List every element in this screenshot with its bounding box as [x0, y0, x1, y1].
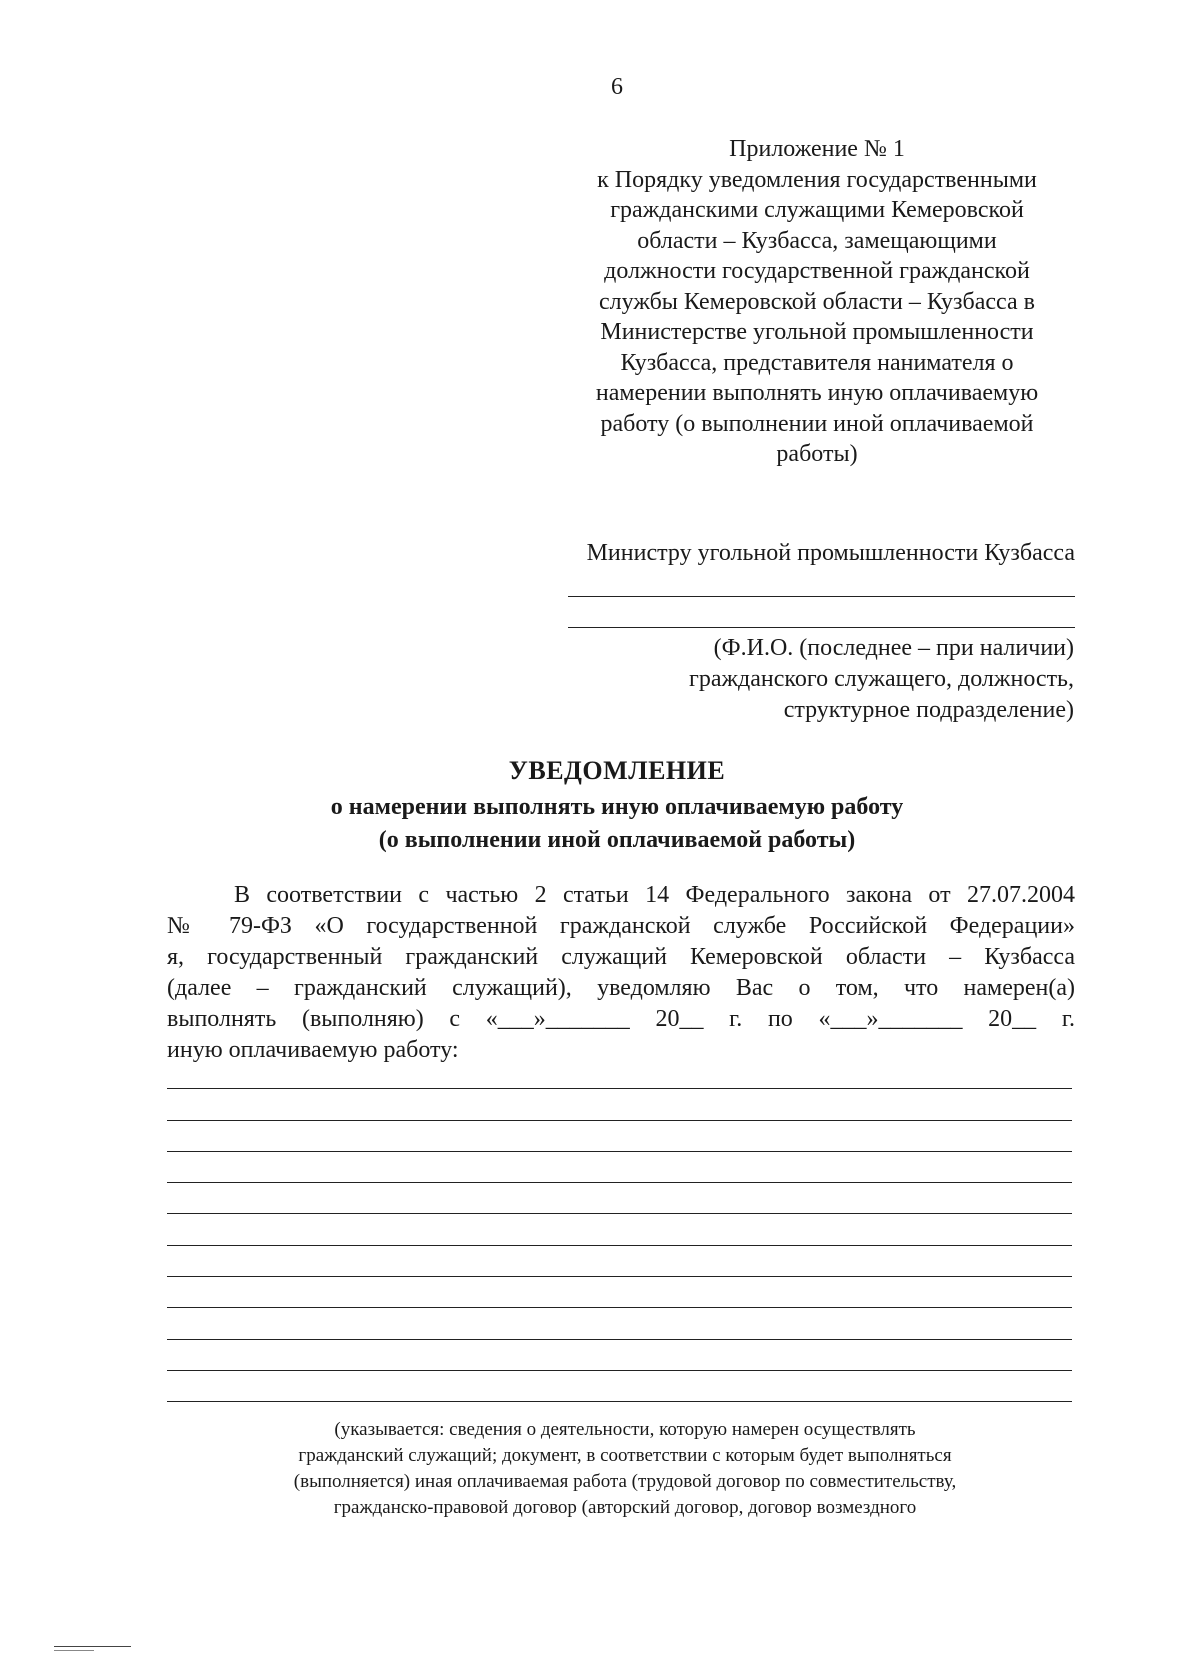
- fio-caption-line: гражданского служащего, должность,: [688, 666, 1074, 692]
- notice-subtitle-line: (о выполнении иной оплачиваемой работы): [378, 827, 856, 853]
- addressee: Министру угольной промышленности Кузбасса: [586, 540, 1075, 566]
- instruction-line: (выполняется) иная оплачиваемая работа (трудовой договор по совместительству,: [293, 1471, 957, 1492]
- work-blank-line[interactable]: [167, 1213, 1072, 1214]
- appendix-line: службы Кемеровской области – Кузбасса в: [599, 288, 1035, 315]
- body-line: В соответствии с частью 2 статьи 14 Федерального закона от 27.07.2004: [234, 882, 1075, 908]
- body-line: № 79-ФЗ «О государственной гражданской службе Российской Федерации»: [167, 913, 1075, 939]
- work-blank-line[interactable]: [167, 1401, 1072, 1402]
- appendix-line: к Порядку уведомления государственными: [597, 166, 1037, 193]
- work-blank-line[interactable]: [167, 1151, 1072, 1152]
- scan-mark: [54, 1650, 94, 1651]
- appendix-line: намерении выполнять иную оплачиваемую: [595, 380, 1039, 406]
- fio-blank-line[interactable]: [568, 596, 1075, 597]
- appendix-line: Министерстве угольной промышленности: [600, 319, 1034, 345]
- body-line: иную оплачиваемую работу:: [167, 1037, 459, 1063]
- work-blank-line[interactable]: [167, 1088, 1072, 1089]
- body-line: я, государственный гражданский служащий Кемеровской области – Кузбасса: [167, 944, 1075, 970]
- work-blank-line[interactable]: [167, 1370, 1072, 1371]
- body-line: (далее – гражданский служащий), уведомляю Вас о том, что намерен(а): [167, 975, 1075, 1001]
- work-blank-line[interactable]: [167, 1307, 1072, 1308]
- fio-blank-line[interactable]: [568, 627, 1075, 628]
- fio-caption-line: структурное подразделение): [783, 697, 1074, 723]
- notice-title: УВЕДОМЛЕНИЕ: [508, 756, 726, 785]
- appendix-line: должности государственной гражданской: [604, 258, 1030, 284]
- notice-subtitle: [0, 791, 1200, 857]
- work-blank-line[interactable]: [167, 1182, 1072, 1183]
- scan-mark: [54, 1646, 131, 1647]
- body-line: выполнять (выполняю) с «___»_______ 20__ г. по «___»_______ 20__ г.: [167, 1006, 1075, 1032]
- appendix-line: гражданскими служащими Кемеровской: [610, 197, 1024, 223]
- appendix-line: Приложение № 1: [729, 136, 905, 162]
- notice-subtitle-line: о намерении выполнять иную оплачиваемую работу: [330, 794, 904, 820]
- appendix-line: области – Кузбасса, замещающими: [637, 227, 997, 254]
- instruction-line: гражданско-правовой договор (авторский договор, договор возмездного: [333, 1497, 917, 1518]
- work-blank-line[interactable]: [167, 1120, 1072, 1121]
- appendix-line: работы): [776, 441, 858, 467]
- notice-body: [167, 880, 1075, 1066]
- page-number: 6: [611, 74, 623, 100]
- fio-caption: [560, 633, 1074, 726]
- instruction-note: [160, 1417, 1090, 1521]
- appendix-header: [560, 134, 1074, 470]
- instruction-line: (указывается: сведения о деятельности, которую намерен осуществлять: [334, 1419, 916, 1440]
- instruction-line: гражданский служащий; документ, в соответствии с которым будет выполняться: [298, 1445, 952, 1466]
- work-blank-line[interactable]: [167, 1245, 1072, 1246]
- appendix-line: работу (о выполнении иной оплачиваемой: [600, 410, 1034, 437]
- work-blank-line[interactable]: [167, 1339, 1072, 1340]
- fio-caption-line: (Ф.И.О. (последнее – при наличии): [713, 635, 1074, 661]
- work-blank-line[interactable]: [167, 1276, 1072, 1277]
- appendix-line: Кузбасса, представителя нанимателя о: [620, 349, 1014, 376]
